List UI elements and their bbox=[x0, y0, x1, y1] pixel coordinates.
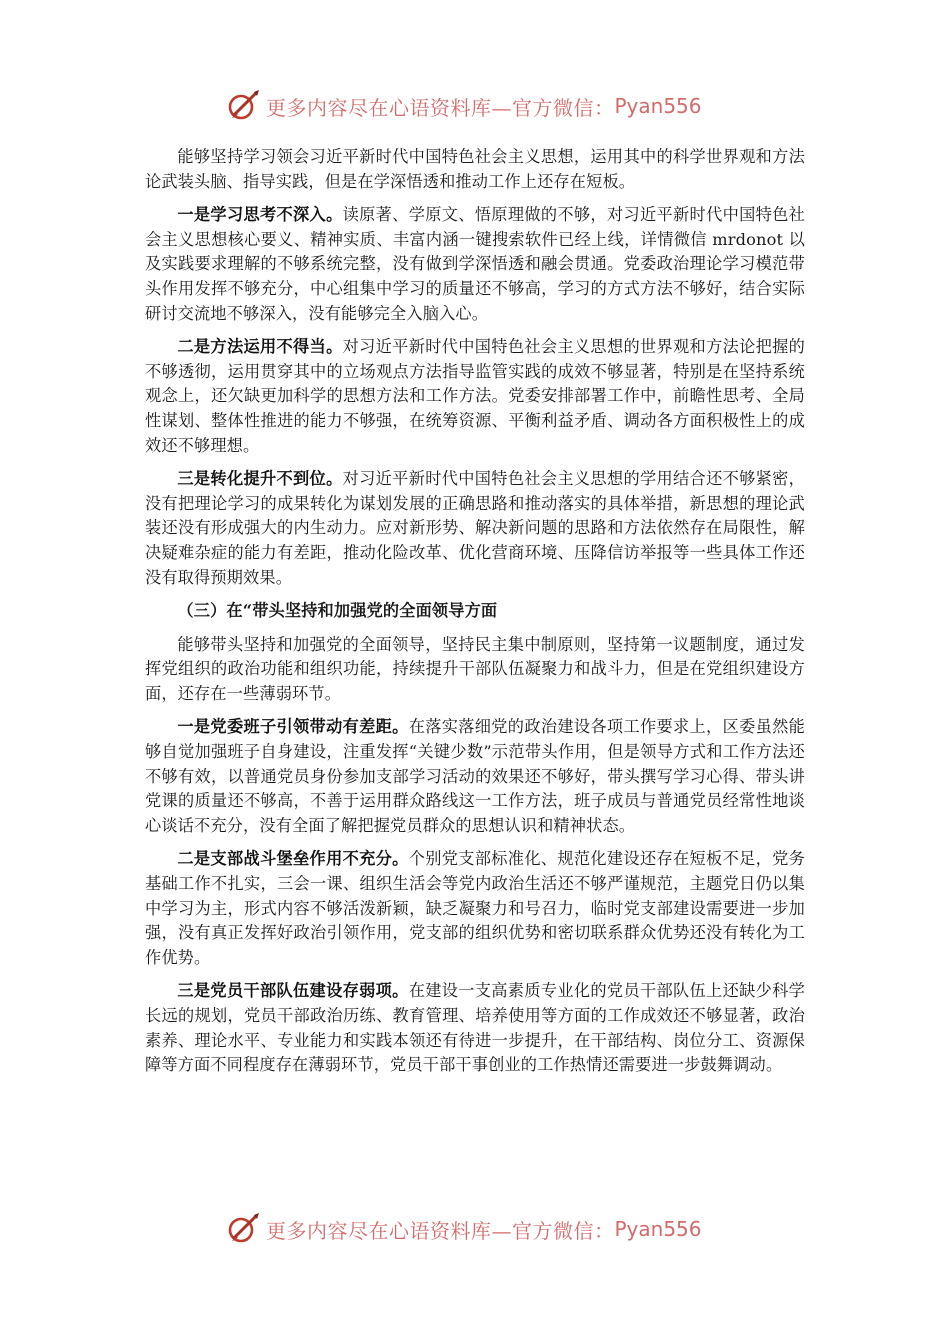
paragraph-lead: 一是党委班子引领带动有差距。 bbox=[177, 717, 409, 737]
paragraph: 三是转化提升不到位。对习近平新时代中国特色社会主义思想的学用结合还不够紧密，没有把理论学习的成果转化为谋划发展的正确思路和推动落实的具体举措，新思想的理论武装还没有形成强大的内生动力。应对新形势、解决新问题的思路和方法依然存在局限性，解决疑难杂症的能力有差距，推动化险改革、优化营商环境、压降信访举报等一些具体工作还没有取得预期效果。 bbox=[145, 469, 806, 587]
brush-logo-icon bbox=[226, 1211, 262, 1247]
paragraph: 一是学习思考不深入。读原著、学原文、悟原理做的不够，对习近平新时代中国特色社会主义思想核心要义、精神实质、丰富内涵一键搜索软件已经上线，详情微信 mrdonot 以及实践要求理解的不够系统完整，没有做到学深悟透和融会贯通。党委政治理论学习模范带头作用发挥不够充分，中心组集中学习的质量还不够高，学习的方式方法不够好，结合实际研讨交流地不够深入，没有能够完全入脑入心。 bbox=[145, 205, 806, 323]
paragraph: 一是党委班子引领带动有差距。在落实落细党的政治建设各项工作要求上，区委虽然能够自觉加强班子自身建设，注重发挥“关键少数”示范带头作用，但是领导方式和工作方法还不够有效，以普通党员身份参加支部学习活动的效果还不够好，带头撰写学习心得、带头讲党课的质量还不够高，不善于运用群众路线这一工作方法，班子成员与普通党员经常性地谈心谈话不充分，没有全面了解把握党员群众的思想认识和精神状态。 bbox=[145, 717, 805, 835]
footer-banner bbox=[226, 1209, 702, 1249]
document-body bbox=[145, 145, 805, 1087]
header-banner bbox=[226, 86, 702, 126]
section-heading: （三）在“带头坚持和加强党的全面领导方面 bbox=[177, 601, 498, 621]
banner-wechat-id: Pyan556 bbox=[614, 1217, 702, 1241]
paragraph-lead: 一是学习思考不深入。 bbox=[177, 205, 343, 225]
paragraph-lead: 三是转化提升不到位。 bbox=[177, 469, 343, 489]
paragraph: 能够坚持学习领会习近平新时代中国特色社会主义思想，运用其中的科学世界观和方法论武装头脑、指导实践，但是在学深悟透和推动工作上还存在短板。 bbox=[145, 147, 805, 191]
paragraph-lead: 三是党员干部队伍建设存弱项。 bbox=[177, 981, 409, 1001]
paragraph: 二是方法运用不得当。对习近平新时代中国特色社会主义思想的世界观和方法论把握的不够透彻，运用贯穿其中的立场观点方法指导监管实践的成效不够显著，特别是在坚持系统观念上，还欠缺更加科学的思想方法和工作方法。党委安排部署工作中，前瞻性思考、全局性谋划、整体性推进的能力不够强，在统筹资源、平衡利益矛盾、调动各方面积极性上的成效还不够理想。 bbox=[145, 337, 806, 455]
paragraph: 能够带头坚持和加强党的全面领导，坚持民主集中制原则，坚持第一议题制度，通过发挥党组织的政治功能和组织功能，持续提升干部队伍凝聚力和战斗力，但是在党组织建设方面，还存在一些薄弱环节。 bbox=[145, 634, 805, 703]
brush-logo-icon bbox=[226, 88, 262, 124]
paragraph: 二是支部战斗堡垒作用不充分。个别党支部标准化、规范化建设还存在短板不足，党务基础工作不扎实，三会一课、组织生活会等党内政治生活还不够严谨规范，主题党日仍以集中学习为主，形式内容不够活泼新颖，缺乏凝聚力和号召力，临时党支部建设需要进一步加强，没有真正发挥好政治引领作用，党支部的组织优势和密切联系群众优势还没有转化为工作优势。 bbox=[145, 849, 805, 967]
banner-text: 更多内容尽在心语资料库—官方微信： bbox=[266, 1218, 615, 1243]
paragraph: 三是党员干部队伍建设存弱项。在建设一支高素质专业化的党员干部队伍上还缺少科学长远的规划，党员干部政治历练、教育管理、培养使用等方面的工作成效还不够显著，政治素养、理论水平、专业能力和实践本领还有待进一步提升，在干部结构、岗位分工、资源保障等方面不同程度存在薄弱环节，党员干部干事创业的工作热情还需要进一步鼓舞调动。 bbox=[145, 981, 805, 1075]
banner-text: 更多内容尽在心语资料库—官方微信： bbox=[266, 95, 615, 120]
paragraph-lead: 二是支部战斗堡垒作用不充分。 bbox=[177, 849, 409, 869]
banner-wechat-id: Pyan556 bbox=[614, 94, 702, 118]
paragraph-lead: 二是方法运用不得当。 bbox=[177, 337, 343, 357]
